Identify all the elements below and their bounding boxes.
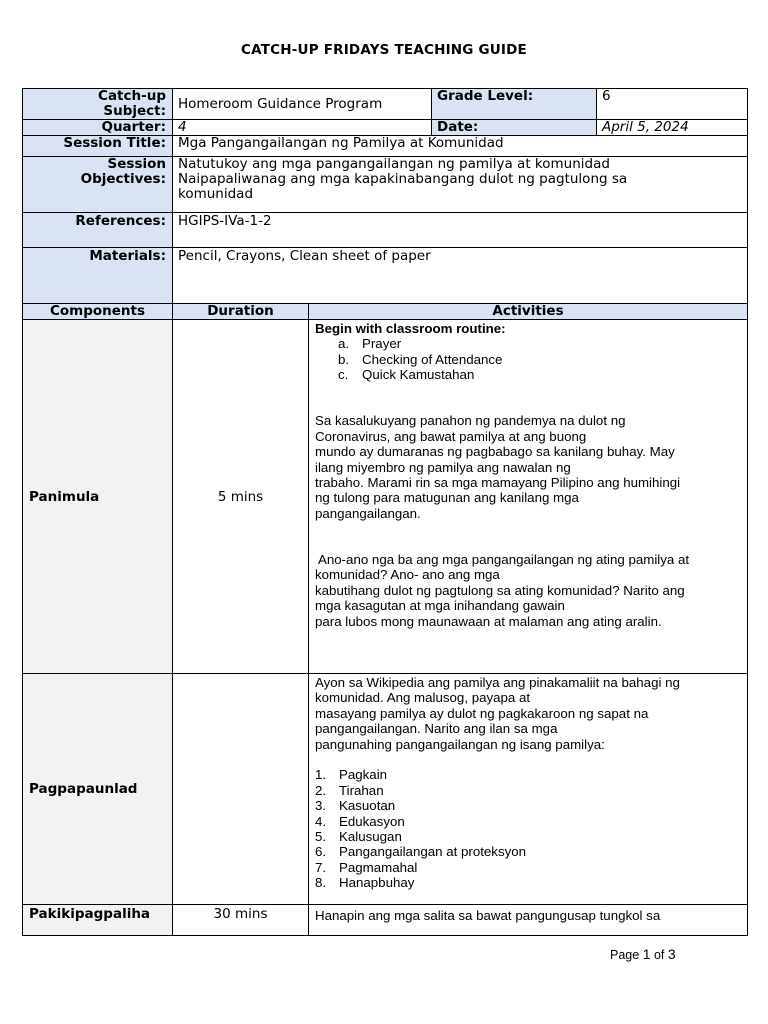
component-pakikipagpaliha: Pakikipagpaliha <box>23 905 173 936</box>
page-number <box>610 946 676 962</box>
references-label: References: <box>23 213 173 248</box>
grade-level-value: 6 <box>597 89 748 120</box>
pagpapaunlad-paragraph: Ayon sa Wikipedia ang pamilya ang pinakamaliit na bahagi ng komunidad. Ang malusog, payapa at masayang pamilya ay dulot ng pagkakaroon ng sapat na pangangailangan. Narito ang ilan sa mga pangunahing pangangailangan ng isang pamilya: <box>315 675 680 752</box>
activities-panimula <box>309 320 748 674</box>
needs-list <box>315 767 741 890</box>
session-objectives-value <box>173 157 748 213</box>
list-item: 6. Pangangailangan at proteksyon <box>315 844 527 860</box>
duration-panimula: 5 mins <box>173 320 309 674</box>
components-header: Components <box>23 304 173 320</box>
of-word: of <box>653 948 665 962</box>
duration-pagpapaunlad <box>173 674 309 905</box>
grade-level-label: Grade Level: <box>432 89 597 120</box>
page-word: Page <box>610 948 640 962</box>
list-item: 8. Hanapbuhay <box>315 875 415 891</box>
table-row <box>23 320 748 674</box>
component-panimula: Panimula <box>23 320 173 674</box>
quarter-label: Quarter: <box>23 120 173 136</box>
objectives-label-line-2: Objectives: <box>80 171 166 187</box>
duration-pakikipagpaliha: 30 mins <box>173 905 309 936</box>
list-item: 7. Pagmamahal <box>315 859 418 875</box>
list-item: b. Checking of Attendance <box>338 351 503 367</box>
list-item: 3. Kasuotan <box>315 798 396 814</box>
objectives-label-line-1: Session <box>107 156 166 172</box>
page-total: 3 <box>667 946 676 962</box>
table-row <box>23 905 748 936</box>
list-item: 2. Tirahan <box>315 782 384 798</box>
routine-list <box>315 336 741 382</box>
references-value: HGIPS-IVa-1-2 <box>173 213 748 248</box>
duration-header: Duration <box>173 304 309 320</box>
components-table <box>22 303 748 936</box>
materials-value: Pencil, Crayons, Clean sheet of paper <box>173 248 748 304</box>
list-item: 4. Edukasyon <box>315 813 405 829</box>
subject-label: Catch-up Subject: <box>23 89 173 120</box>
routine-heading: Begin with classroom routine: <box>315 321 506 336</box>
page-current: 1 <box>642 946 651 962</box>
panimula-paragraph-2: Ano-ano nga ba ang mga pangangailangan ng ating pamilya at komunidad? Ano- ano ang mga kabutihang dulot ng pagtulong sa ating komunidad? Narito ang mga kasagutan at mga inihandang gawain para lubos mong maunawaan at malaman ang ating aralin. <box>315 552 690 629</box>
session-title-value: Mga Pangangailangan ng Pamilya at Komunidad <box>173 136 748 157</box>
session-title-label: Session Title: <box>23 136 173 157</box>
objective-line: komunidad <box>178 186 254 202</box>
date-label: Date: <box>432 120 597 136</box>
date-value: April 5, 2024 <box>597 120 748 136</box>
list-item: c. Quick Kamustahan <box>338 367 475 383</box>
panimula-paragraph-1: Sa kasalukuyang panahon ng pandemya na dulot ng Coronavirus, ang bawat pamilya at ang buong mundo ay dumaranas ng pagbabago sa kanilang buhay. May ilang miyembro ng pamilya ang nawalan ng trabaho. Marami rin sa mga mamayang Pilipino ang humihingi ng tulong para matugunan ang kanilang mga pangangailangan. <box>315 413 681 521</box>
objective-line: Naipapaliwanag ang mga kapakinabangang dulot ng pagtulong sa <box>178 171 628 187</box>
session-info-table <box>22 88 748 304</box>
document-title: CATCH-UP FRIDAYS TEACHING GUIDE <box>241 42 527 58</box>
list-item: 1. Pagkain <box>315 767 388 783</box>
quarter-value: 4 <box>173 120 432 136</box>
session-objectives-label <box>23 157 173 213</box>
list-item: 5. Kalusugan <box>315 829 402 845</box>
activities-header: Activities <box>309 304 748 320</box>
subject-value: Homeroom Guidance Program <box>173 89 432 120</box>
materials-label: Materials: <box>23 248 173 304</box>
activities-pagpapaunlad <box>309 674 748 905</box>
activities-pakikipagpaliha: Hanapin ang mga salita sa bawat pangungusap tungkol sa <box>309 905 748 936</box>
table-row <box>23 674 748 905</box>
list-item: a. Prayer <box>338 336 402 352</box>
objective-line: Natutukoy ang mga pangangailangan ng pamilya at komunidad <box>178 156 610 172</box>
component-pagpapaunlad: Pagpapaunlad <box>23 674 173 905</box>
